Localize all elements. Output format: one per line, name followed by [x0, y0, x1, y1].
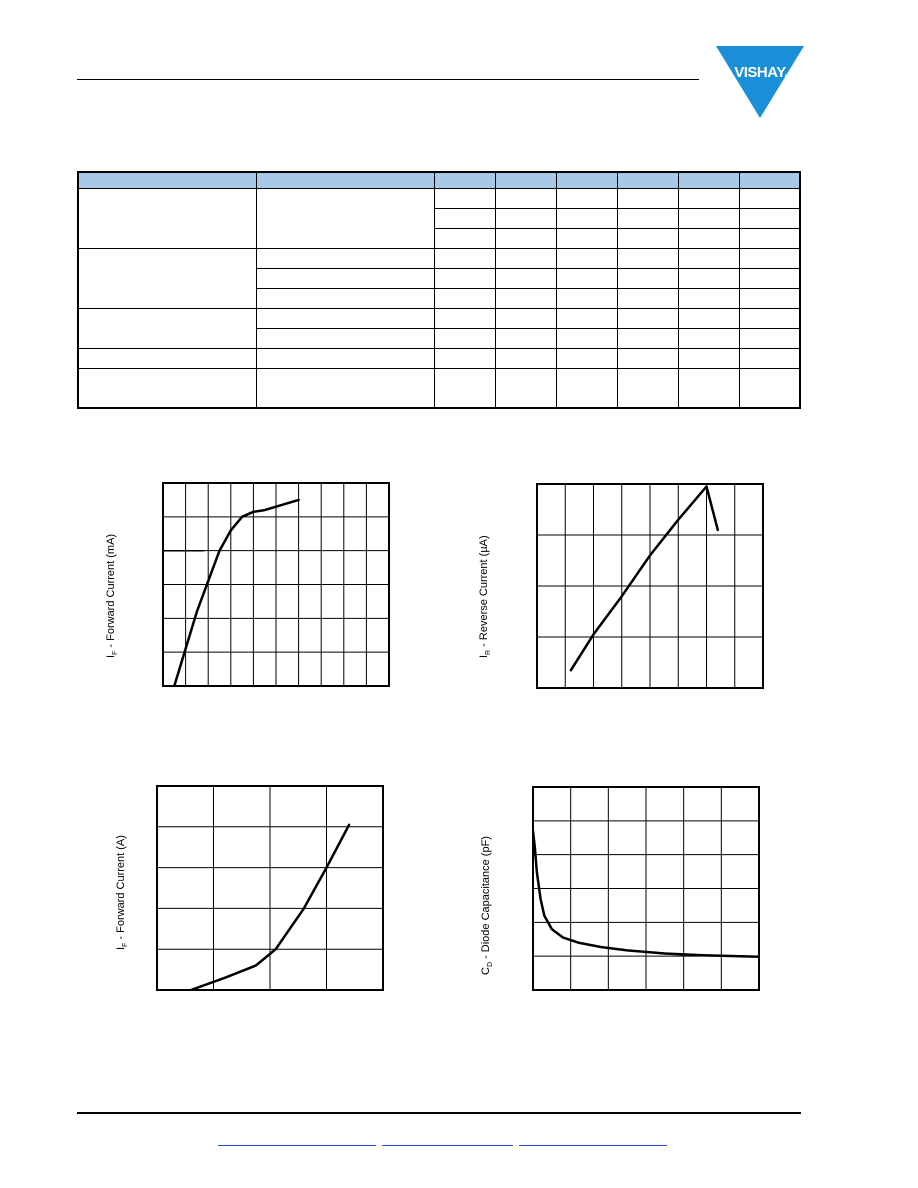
vishay-logo: [714, 44, 806, 120]
series-line-0: [571, 487, 718, 671]
header-rule: [77, 79, 699, 80]
table-row: [78, 369, 800, 409]
forward-current-ma-chart: [162, 482, 390, 687]
chart3-ylabel: $I_F$ - Forward Current (A): [115, 835, 130, 950]
forward-current-a-chart: [156, 785, 384, 991]
spec-table: [77, 171, 801, 409]
table-row: [78, 189, 800, 209]
table-row: [78, 249, 800, 269]
reverse-current-chart: [536, 483, 764, 689]
table-row: [78, 309, 800, 329]
footer-rule: [77, 1112, 801, 1114]
series-line-0: [174, 500, 298, 686]
footer-link-1[interactable]: [218, 1145, 376, 1146]
diode-capacitance-chart: [532, 786, 760, 991]
footer-link-3[interactable]: [519, 1145, 667, 1146]
chart1-ylabel: $I_F$ - Forward Current (mA): [105, 533, 120, 658]
vishay-logo-text: VISHAY.: [734, 64, 788, 81]
table-header-row: [78, 172, 800, 189]
chart2-ylabel: $I_R$ - Reverse Current (µA): [478, 535, 493, 658]
footer-link-2[interactable]: [382, 1145, 513, 1146]
chart4-ylabel: $C_D$ - Diode Capacitance (pF): [480, 836, 495, 975]
table-row: [78, 349, 800, 369]
